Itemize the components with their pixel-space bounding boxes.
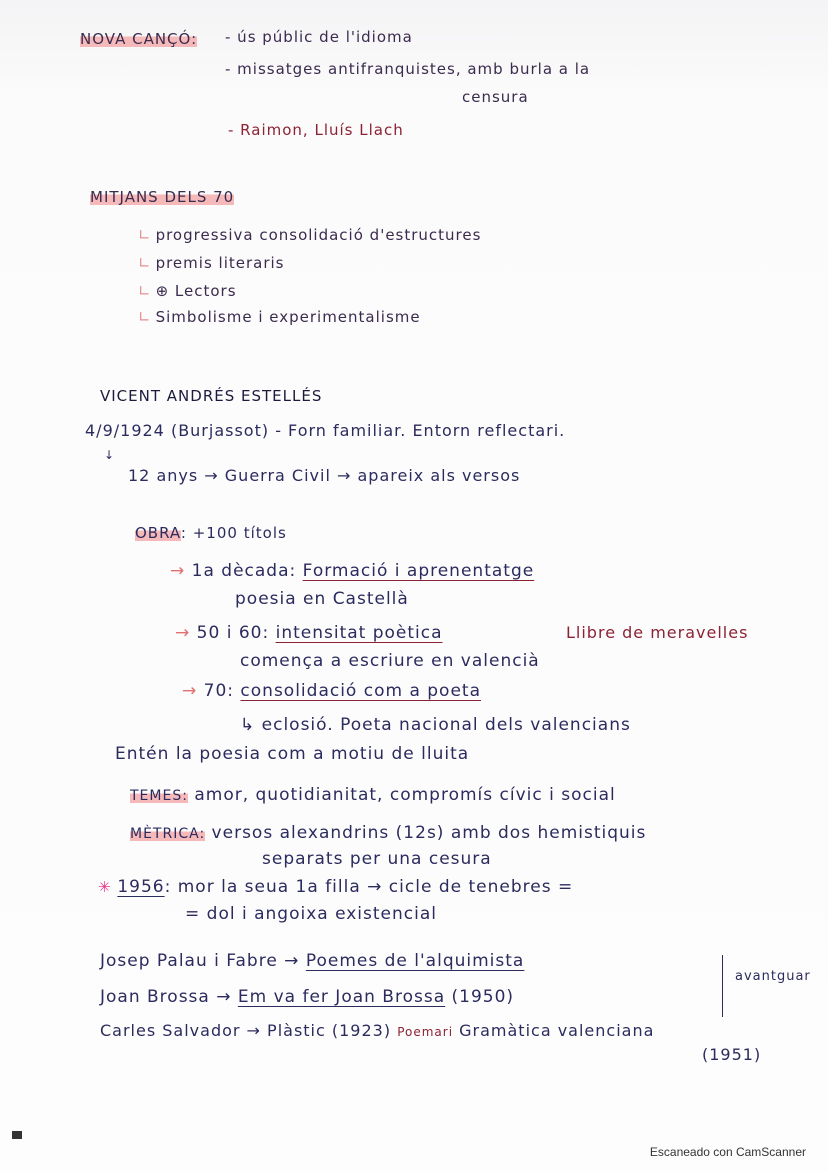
- arrow-icon: →: [175, 623, 197, 643]
- temes-text: amor, quotidianitat, compromís cívic i social: [187, 785, 616, 805]
- nova-canco-item: - missatges antifranquistes, amb burla a la: [225, 60, 591, 78]
- nova-canco-names: - Raimon, Lluís Llach: [228, 121, 404, 139]
- author-name: Joan Brossa →: [100, 987, 232, 1007]
- mitjans-item: progressiva consolidació d'estructures: [155, 226, 482, 244]
- year-1956: 1956: [117, 877, 165, 897]
- arrow-icon: →: [182, 681, 204, 701]
- metrica-text: versos alexandrins (12s) amb dos hemistiquis: [205, 823, 647, 843]
- obra-label: OBRA: [135, 524, 181, 542]
- gramatica-title: Gramàtica valenciana: [459, 1021, 655, 1040]
- nova-canco-heading: NOVA CANÇÓ:: [80, 30, 198, 48]
- star-icon: ✳: [98, 878, 118, 896]
- book-title: Llibre de meravelles: [566, 623, 749, 642]
- birth-line: 4/9/1924 (Burjassot) - Forn familiar. Entorn reflectari.: [85, 421, 566, 440]
- period-description: intensitat poètica: [275, 623, 443, 643]
- scanner-watermark: Escaneado con CamScanner: [649, 1145, 806, 1159]
- metrica-sub: separats per una cesura: [262, 849, 492, 869]
- scan-marker: [12, 1131, 22, 1139]
- period-description: consolidació com a poeta: [240, 681, 481, 701]
- period-sub: comença a escriure en valencià: [240, 651, 540, 671]
- temes-label: TEMES:: [130, 788, 188, 804]
- period-label: 50 i 60:: [196, 623, 270, 643]
- avantguarda-label: avantguar: [735, 969, 811, 984]
- period-sub: ↳ eclosió. Poeta nacional dels valencians: [240, 715, 631, 735]
- gramatica-year: (1951): [702, 1045, 762, 1064]
- author-work: Em va fer Joan Brossa: [237, 987, 446, 1007]
- lluita-line: Entén la poesia com a motiu de lluita: [115, 744, 470, 764]
- mitjans-item: ⊕ Lectors: [155, 282, 237, 300]
- period-description: Formació i aprenentatge: [302, 561, 535, 581]
- author-line: Carles Salvador → Plàstic (1923): [100, 1021, 392, 1040]
- down-arrow-icon: ↓: [104, 448, 116, 462]
- arrow-icon: →: [170, 561, 192, 581]
- mitjans-item: Simbolisme i experimentalisme: [155, 308, 421, 326]
- nova-canco-item: censura: [462, 88, 529, 106]
- estelles-heading: VICENT ANDRÉS ESTELLÉS: [100, 387, 323, 405]
- period-sub: poesia en Castellà: [235, 589, 409, 609]
- author-work: Poemes de l'alquimista: [305, 951, 525, 971]
- mitjans-heading: MITJANS DELS 70: [90, 188, 235, 206]
- poemari-label: Poemari: [397, 1025, 454, 1039]
- period-label: 1a dècada:: [191, 561, 297, 581]
- metrica-label: MÈTRICA:: [130, 826, 206, 842]
- obra-count: : +100 títols: [180, 524, 287, 542]
- death-line: : mor la seua 1a filla → cicle de tenebres =: [164, 877, 574, 897]
- mitjans-item: premis literaris: [155, 254, 285, 272]
- death-sub: = dol i angoixa existencial: [185, 904, 437, 924]
- brace: [722, 955, 733, 1017]
- nova-canco-item: - ús públic de l'idioma: [225, 28, 413, 46]
- author-year: (1950): [451, 987, 515, 1007]
- period-label: 70:: [203, 681, 235, 701]
- childhood-line: 12 anys → Guerra Civil → apareix als versos: [128, 466, 521, 485]
- author-name: Josep Palau i Fabre →: [100, 951, 300, 971]
